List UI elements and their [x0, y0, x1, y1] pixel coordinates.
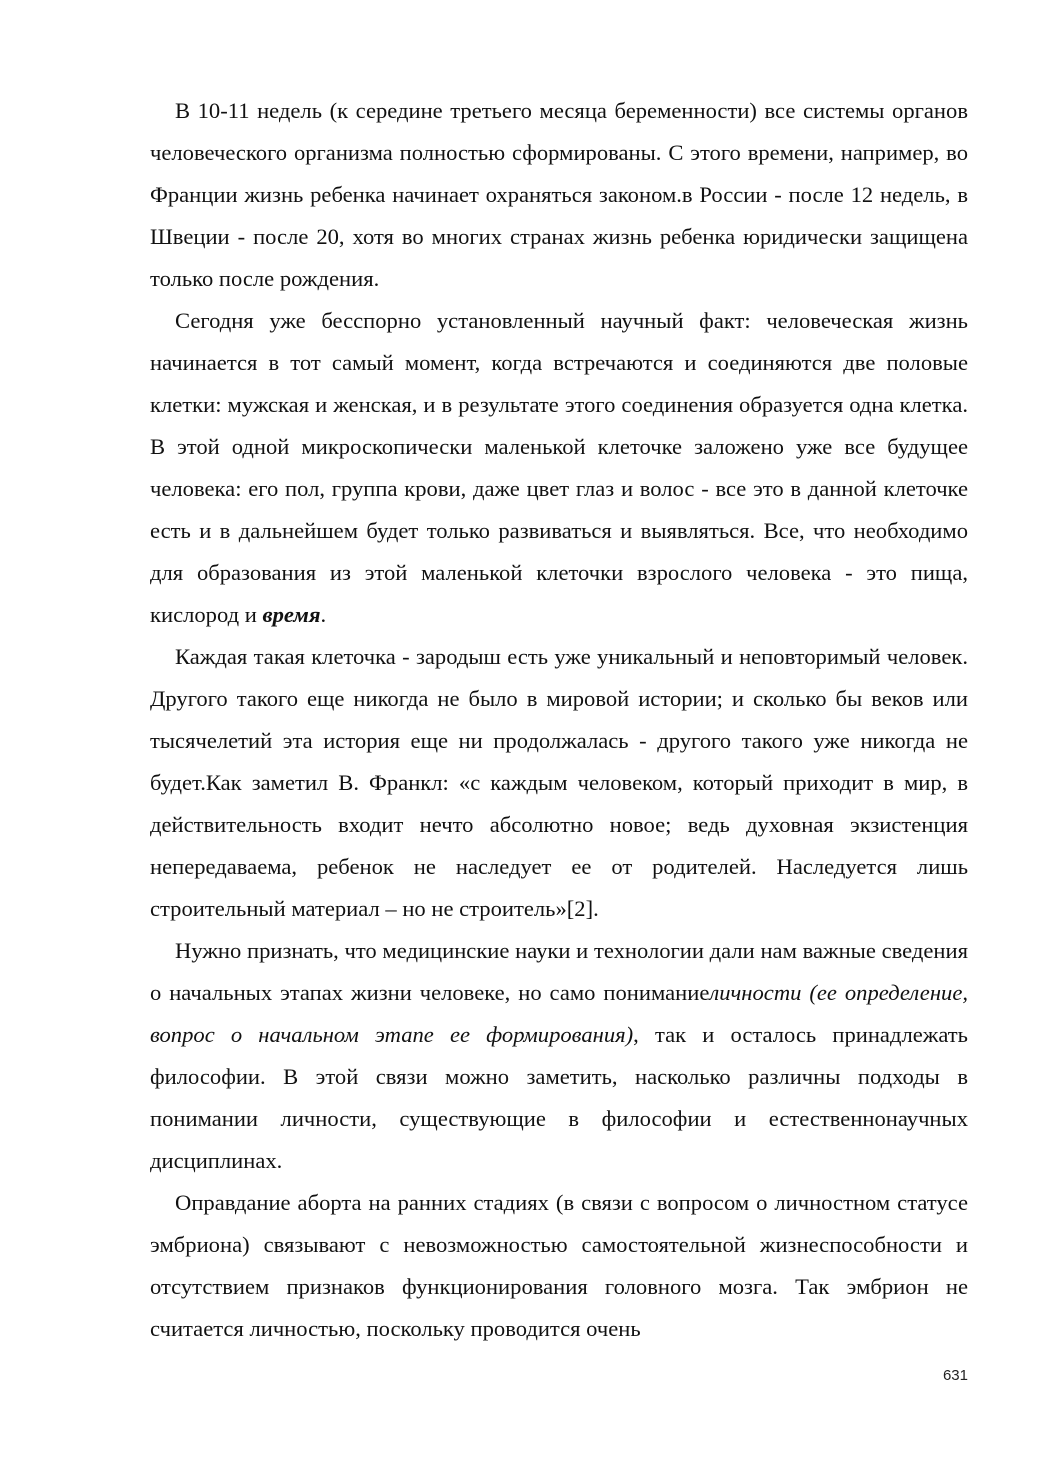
paragraph-1-text: В 10-11 недель (к середине третьего месяца беременности) все системы органов человеческого организма полностью сформированы. С этого времени, например, во Франции жизнь ребенка начинает охраняться законом.в России - после 12 недель, в Швеции - после 20, хотя во многих странах жизнь ребенка юридически защищена только после рождения.: [150, 98, 968, 291]
paragraph-2: [150, 300, 968, 636]
paragraph-4-italic: личности (ее определение, вопрос о начальном этапе ее формирования): [150, 980, 968, 1047]
paragraph-5-text: Оправдание аборта на ранних стадиях (в связи с вопросом о личностном статусе эмбриона) связывают с невозможностью самостоятельной жизнеспособности и отсутствием признаков функционирования головного мозга. Так эмбрион не считается личностью, поскольку проводится очень: [150, 1190, 968, 1341]
paragraph-2-text: Сегодня уже бесспорно установленный научный факт: человеческая жизнь начинается в тот самый момент, когда встречаются и соединяются две половые клетки: мужская и женская, и в результате этого соединения образуется одна клетка. В этой одной микроскопически маленькой клеточке заложено уже все будущее человека: его пол, группа крови, даже цвет глаз и волос - все это в данной клеточке есть и в дальнейшем будет только развиваться и выявляться. Все, что необходимо для образования из этой маленькой клеточки взрослого человека - это пища, кислород и: [150, 308, 968, 627]
paragraph-4-text: Нужно признать, что медицинские науки и технологии дали нам важные сведения о начальных этапах жизни человеке, но само понимание: [150, 938, 968, 1005]
paragraph-3-text: Каждая такая клеточка - зародыш есть уже уникальный и неповторимый человек. Другого такого еще никогда не было в мировой истории; и сколько бы веков или тысячелетий эта история еще ни продолжалась - другого такого уже никогда не будет.Как заметил В. Франкл: «с каждым человеком, который приходит в мир, в действительность входит нечто абсолютно новое; ведь духовная экзистенция непередаваема, ребенок не наследует ее от родителей. Наследуется лишь строительный материал – но не строитель»[2].: [150, 644, 968, 921]
paragraph-2-emphasis: время: [262, 602, 321, 627]
paragraph-4: [150, 930, 968, 1182]
paragraph-1: [150, 90, 968, 300]
paragraph-2-end: .: [320, 602, 327, 627]
paragraph-4-end: , так и осталось принадлежать философии. В этой связи можно заметить, насколько различны подходы в понимании личности, существующие в философии и естественнонаучных дисциплинах.: [150, 1022, 968, 1173]
paragraph-5: [150, 1182, 968, 1350]
page-number: 631: [942, 1367, 968, 1384]
page-body: [150, 90, 968, 1350]
paragraph-3: [150, 636, 968, 930]
